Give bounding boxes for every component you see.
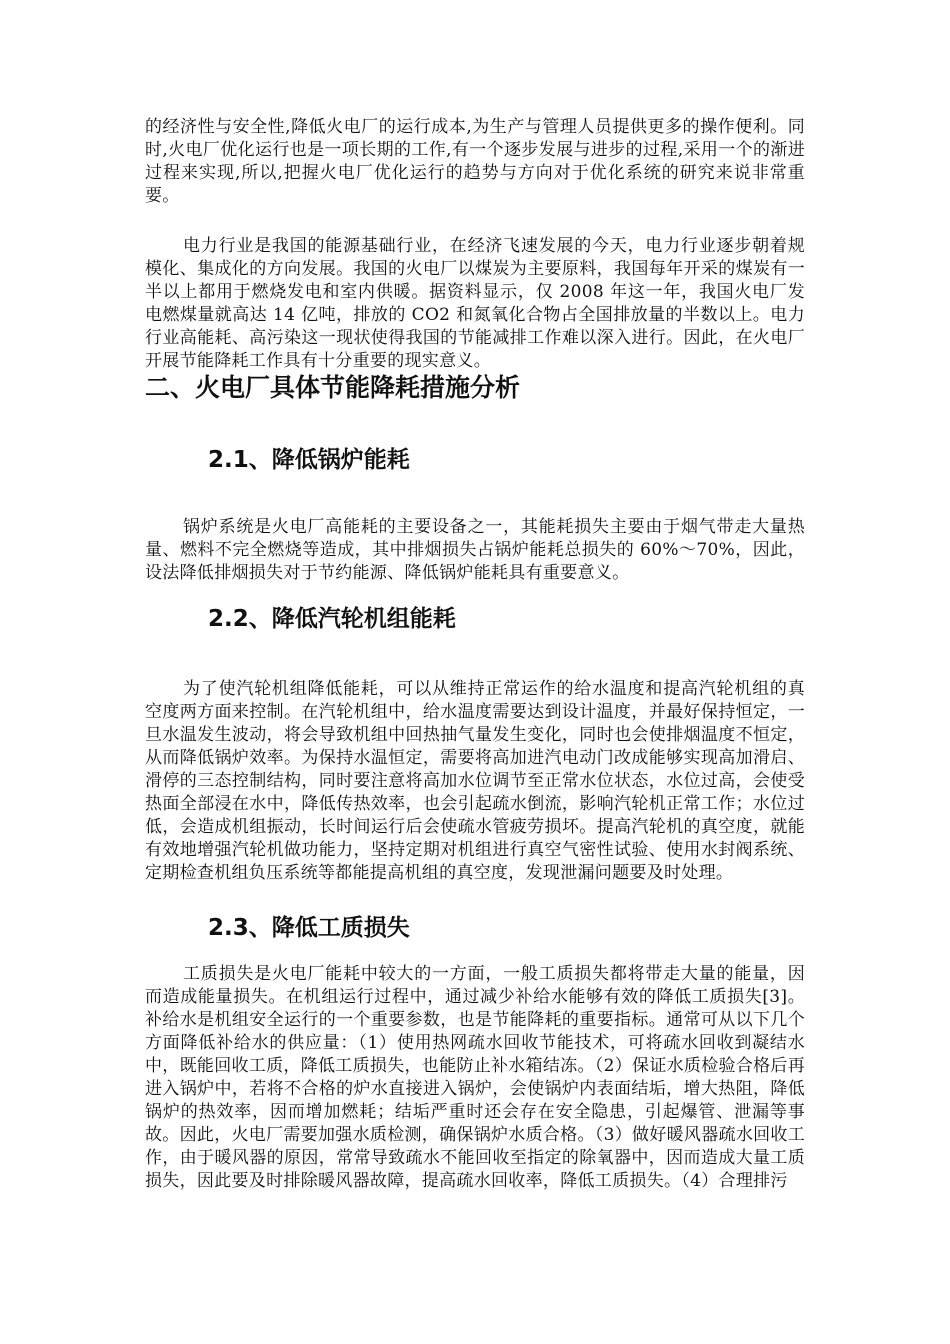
subsection-text-2-2: 为了使汽轮机组降低能耗，可以从维持正常运作的给水温度和提高汽轮机组的真空度两方面来控制。在汽轮机组中，给水温度需要达到设计温度，并最好保持恒定，一旦水温发生波动，将会导致机组中回热抽气量发生变化，同时也会使排烟温度不恒定，从而降低锅炉效率。为保持水温恒定，需要将高加进汽电动门改成能够实现高加滑启、滑停的三态控制结构，同时要注意将高加水位调节至正常水位状态，水位过高，会使受热面全部浸在水中，降低传热效率，也会引起疏水倒流，影响汽轮机正常工作；水位过低，会造成机组振动，长时间运行后会使疏水管疲劳损坏。提高汽轮机的真空度，就能有效地增强汽轮机做功能力，坚持定期对机组进行真空气密性试验、使用水封阀系统、定期检查机组负压系统等都能提高机组的真空度，发现泄漏问题要及时处理。: [145, 679, 805, 883]
subsection-text-2-1: 锅炉系统是火电厂高能耗的主要设备之一，其能耗损失主要由于烟气带走大量热量、燃料不完全燃烧等造成，其中排烟损失占锅炉能耗总损失的 60%～70%，因此，设法降低排烟损失对于节约能源、降低锅炉能耗具有重要意义。: [145, 517, 805, 583]
subsection-heading-2-2: 2.2、降低汽轮机组能耗: [208, 606, 456, 632]
intro-paragraph-1: 的经济性与安全性,降低火电厂的运行成本,为生产与管理人员提供更多的操作便利。同时,火电厂优化运行也是一项长期的工作,有一个逐步发展与进步的过程,采用一个的渐进过程来实现,所以,把握火电厂优化运行的趋势与方向对于优化系统的研究来说非常重要。: [145, 117, 805, 206]
subsection-heading-2-1: 2.1、降低锅炉能耗: [208, 447, 410, 473]
subsection-heading-2-3: 2.3、降低工质损失: [208, 915, 410, 941]
subsection-text-2-3: 工质损失是火电厂能耗中较大的一方面，一般工质损失都将带走大量的能量，因而造成能量损失。在机组运行过程中，通过减少补给水能够有效的降低工质损失[3]。补给水是机组安全运行的一个重要参数，也是节能降耗的重要指标。通常可从以下几个方面降低补给水的供应量：（1）使用热网疏水回收节能技术，可将疏水回收到凝结水中，既能回收工质，降低工质损失，也能防止补水箱结冻。（2）保证水质检验合格后再进入锅炉中，若将不合格的炉水直接进入锅炉，会使锅炉内表面结垢，增大热阻，降低锅炉的热效率，因而增加燃耗；结垢严重时还会存在安全隐患，引起爆管、泄漏等事故。因此，火电厂需要加强水质检测，确保锅炉水质合格。（3）做好暖风器疏水回收工作，由于暖风器的原因，常常导致疏水不能回收至指定的除氧器中，因而造成大量工质损失，因此要及时排除暖风器故障，提高疏水回收率，降低工质损失。（4）合理排污: [145, 964, 806, 1191]
intro-paragraph-2: 电力行业是我国的能源基础行业，在经济飞速发展的今天，电力行业逐步朝着规模化、集成化的方向发展。我国的火电厂以煤炭为主要原料，我国每年开采的煤炭有一半以上都用于燃烧发电和室内供暖。据资料显示，仅 2008 年这一年，我国火电厂发电燃煤量就高达 14 亿吨，排放的 CO2 和氮氧化合物占全国排放量的半数以上。电力行业高能耗、高污染这一现状使得我国的节能减排工作难以深入进行。因此，在火电厂开展节能降耗工作具有十分重要的现实意义。: [145, 236, 805, 371]
section-heading: 二、火电厂具体节能降耗措施分析: [145, 373, 521, 402]
